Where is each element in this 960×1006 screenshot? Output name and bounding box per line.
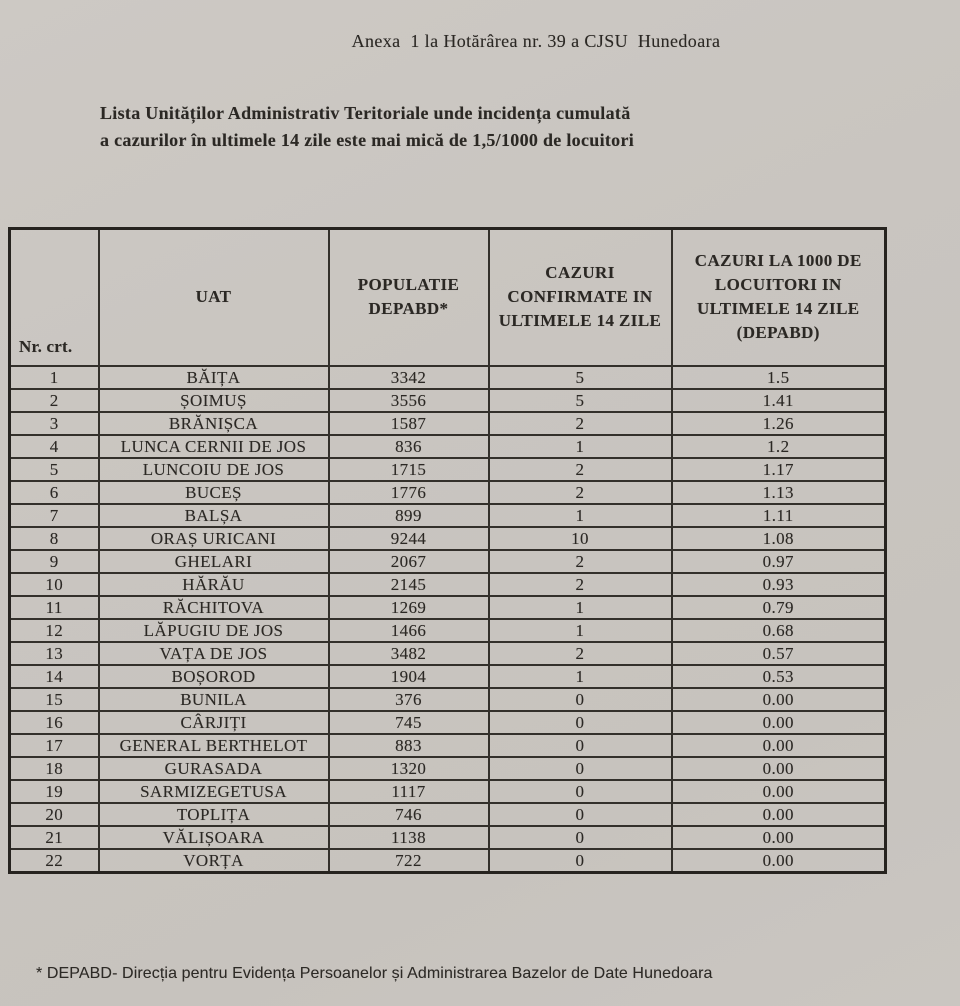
- cell-populatie: 722: [329, 849, 489, 873]
- cell-uat-name: VORȚA: [99, 849, 329, 873]
- cell-nr-crt: 21: [10, 826, 99, 849]
- cell-nr-crt: 1: [10, 366, 99, 389]
- cell-nr-crt: 17: [10, 734, 99, 757]
- cell-cazuri: 1: [489, 435, 672, 458]
- cell-populatie: 1269: [329, 596, 489, 619]
- cell-incidenta: 1.13: [672, 481, 886, 504]
- cell-uat-name: ȘOIMUȘ: [99, 389, 329, 412]
- footnote: * DEPABD- Direcția pentru Evidența Persoanelor și Administrarea Bazelor de Date Hunedoara: [36, 965, 713, 982]
- cell-incidenta: 0.00: [672, 803, 886, 826]
- cell-populatie: 746: [329, 803, 489, 826]
- cell-populatie: 3556: [329, 389, 489, 412]
- table-row: [10, 366, 886, 389]
- table-row: [10, 826, 886, 849]
- cell-cazuri: 1: [489, 665, 672, 688]
- cell-populatie: 9244: [329, 527, 489, 550]
- cell-cazuri: 0: [489, 711, 672, 734]
- cell-incidenta: 0.00: [672, 780, 886, 803]
- cell-cazuri: 0: [489, 826, 672, 849]
- cell-cazuri: 2: [489, 573, 672, 596]
- table-row: [10, 458, 886, 481]
- cell-incidenta: 0.53: [672, 665, 886, 688]
- cell-populatie: 899: [329, 504, 489, 527]
- cell-uat-name: GURASADA: [99, 757, 329, 780]
- cell-cazuri: 1: [489, 596, 672, 619]
- table-row: [10, 412, 886, 435]
- table-row: [10, 504, 886, 527]
- cell-nr-crt: 18: [10, 757, 99, 780]
- cell-incidenta: 1.41: [672, 389, 886, 412]
- cell-nr-crt: 13: [10, 642, 99, 665]
- cell-nr-crt: 22: [10, 849, 99, 873]
- cell-incidenta: 0.00: [672, 849, 886, 873]
- cell-populatie: 836: [329, 435, 489, 458]
- cell-uat-name: VAȚA DE JOS: [99, 642, 329, 665]
- cell-nr-crt: 7: [10, 504, 99, 527]
- cell-nr-crt: 12: [10, 619, 99, 642]
- document-title-line1: Lista Unităților Administrativ Teritoriale unde incidența cumulată: [100, 103, 631, 123]
- table-row: [10, 734, 886, 757]
- table-row: [10, 780, 886, 803]
- col-header-populatie: POPULATIE DEPABD*: [329, 229, 489, 366]
- cell-uat-name: LUNCOIU DE JOS: [99, 458, 329, 481]
- cell-populatie: 1138: [329, 826, 489, 849]
- cell-cazuri: 0: [489, 734, 672, 757]
- cell-uat-name: GHELARI: [99, 550, 329, 573]
- cell-nr-crt: 3: [10, 412, 99, 435]
- cell-uat-name: TOPLIȚA: [99, 803, 329, 826]
- cell-populatie: 3482: [329, 642, 489, 665]
- cell-uat-name: GENERAL BERTHELOT: [99, 734, 329, 757]
- table-row: [10, 849, 886, 873]
- table-row: [10, 596, 886, 619]
- cell-nr-crt: 15: [10, 688, 99, 711]
- cell-nr-crt: 6: [10, 481, 99, 504]
- table-row: [10, 550, 886, 573]
- table-row: [10, 642, 886, 665]
- col-header-incidenta: CAZURI LA 1000 DE LOCUITORI IN ULTIMELE 14 ZILE (DEPABD): [672, 229, 886, 366]
- table-row: [10, 619, 886, 642]
- cell-uat-name: CÂRJIȚI: [99, 711, 329, 734]
- cell-nr-crt: 16: [10, 711, 99, 734]
- table-header-row: [10, 229, 886, 366]
- document-title: [100, 100, 634, 154]
- cell-populatie: 1715: [329, 458, 489, 481]
- cell-uat-name: BĂIȚA: [99, 366, 329, 389]
- cell-cazuri: 1: [489, 504, 672, 527]
- cell-cazuri: 0: [489, 803, 672, 826]
- col-header-nr-crt: Nr. crt.: [10, 229, 99, 366]
- cell-nr-crt: 10: [10, 573, 99, 596]
- table-row: [10, 711, 886, 734]
- cell-incidenta: 1.11: [672, 504, 886, 527]
- cell-cazuri: 0: [489, 849, 672, 873]
- cell-uat-name: RĂCHITOVA: [99, 596, 329, 619]
- cell-populatie: 1466: [329, 619, 489, 642]
- table-row: [10, 688, 886, 711]
- cell-nr-crt: 14: [10, 665, 99, 688]
- cell-cazuri: 10: [489, 527, 672, 550]
- cell-uat-name: VĂLIȘOARA: [99, 826, 329, 849]
- cell-incidenta: 0.00: [672, 734, 886, 757]
- cell-nr-crt: 5: [10, 458, 99, 481]
- cell-cazuri: 2: [489, 481, 672, 504]
- cell-nr-crt: 8: [10, 527, 99, 550]
- cell-populatie: 745: [329, 711, 489, 734]
- table-row: [10, 481, 886, 504]
- cell-incidenta: 1.17: [672, 458, 886, 481]
- cell-cazuri: 2: [489, 412, 672, 435]
- col-header-cazuri-confirmate: CAZURI CONFIRMATE IN ULTIMELE 14 ZILE: [489, 229, 672, 366]
- table-row: [10, 803, 886, 826]
- document-title-line2: a cazurilor în ultimele 14 zile este mai mică de 1,5/1000 de locuitori: [100, 130, 635, 150]
- cell-populatie: 3342: [329, 366, 489, 389]
- cell-uat-name: BRĂNIȘCA: [99, 412, 329, 435]
- cell-cazuri: 0: [489, 757, 672, 780]
- cell-uat-name: HĂRĂU: [99, 573, 329, 596]
- cell-cazuri: 5: [489, 389, 672, 412]
- cell-cazuri: 1: [489, 619, 672, 642]
- table-row: [10, 389, 886, 412]
- cell-populatie: 2067: [329, 550, 489, 573]
- table-row: [10, 757, 886, 780]
- cell-nr-crt: 11: [10, 596, 99, 619]
- cell-nr-crt: 4: [10, 435, 99, 458]
- cell-incidenta: 0.00: [672, 711, 886, 734]
- cell-populatie: 1776: [329, 481, 489, 504]
- cell-incidenta: 0.79: [672, 596, 886, 619]
- table-row: [10, 435, 886, 458]
- cell-nr-crt: 2: [10, 389, 99, 412]
- cell-incidenta: 0.00: [672, 757, 886, 780]
- cell-cazuri: 0: [489, 780, 672, 803]
- cell-incidenta: 0.57: [672, 642, 886, 665]
- annex-heading: Anexa 1 la Hotărârea nr. 39 a CJSU Hunedoara: [351, 31, 721, 51]
- cell-cazuri: 5: [489, 366, 672, 389]
- cell-nr-crt: 19: [10, 780, 99, 803]
- cell-populatie: 1117: [329, 780, 489, 803]
- cell-uat-name: LUNCA CERNII DE JOS: [99, 435, 329, 458]
- cell-incidenta: 0.00: [672, 826, 886, 849]
- cell-nr-crt: 20: [10, 803, 99, 826]
- cell-uat-name: BALȘA: [99, 504, 329, 527]
- cell-uat-name: ORAȘ URICANI: [99, 527, 329, 550]
- cell-incidenta: 0.68: [672, 619, 886, 642]
- cell-populatie: 1904: [329, 665, 489, 688]
- cell-incidenta: 1.08: [672, 527, 886, 550]
- table-row: [10, 527, 886, 550]
- cell-uat-name: BUCEȘ: [99, 481, 329, 504]
- cell-cazuri: 2: [489, 642, 672, 665]
- cell-uat-name: LĂPUGIU DE JOS: [99, 619, 329, 642]
- cell-incidenta: 0.97: [672, 550, 886, 573]
- cell-nr-crt: 9: [10, 550, 99, 573]
- cell-populatie: 1587: [329, 412, 489, 435]
- cell-populatie: 2145: [329, 573, 489, 596]
- cell-incidenta: 1.26: [672, 412, 886, 435]
- table-body: [10, 366, 886, 873]
- table-row: [10, 573, 886, 596]
- cell-incidenta: 1.5: [672, 366, 886, 389]
- table-row: [10, 665, 886, 688]
- cell-populatie: 883: [329, 734, 489, 757]
- cell-uat-name: BOȘOROD: [99, 665, 329, 688]
- cell-incidenta: 0.00: [672, 688, 886, 711]
- cell-incidenta: 0.93: [672, 573, 886, 596]
- cell-incidenta: 1.2: [672, 435, 886, 458]
- cell-cazuri: 0: [489, 688, 672, 711]
- col-header-uat: UAT: [99, 229, 329, 366]
- cell-cazuri: 2: [489, 550, 672, 573]
- cell-populatie: 376: [329, 688, 489, 711]
- cell-populatie: 1320: [329, 757, 489, 780]
- uat-incidence-table: [8, 227, 887, 874]
- cell-uat-name: BUNILA: [99, 688, 329, 711]
- cell-cazuri: 2: [489, 458, 672, 481]
- cell-uat-name: SARMIZEGETUSA: [99, 780, 329, 803]
